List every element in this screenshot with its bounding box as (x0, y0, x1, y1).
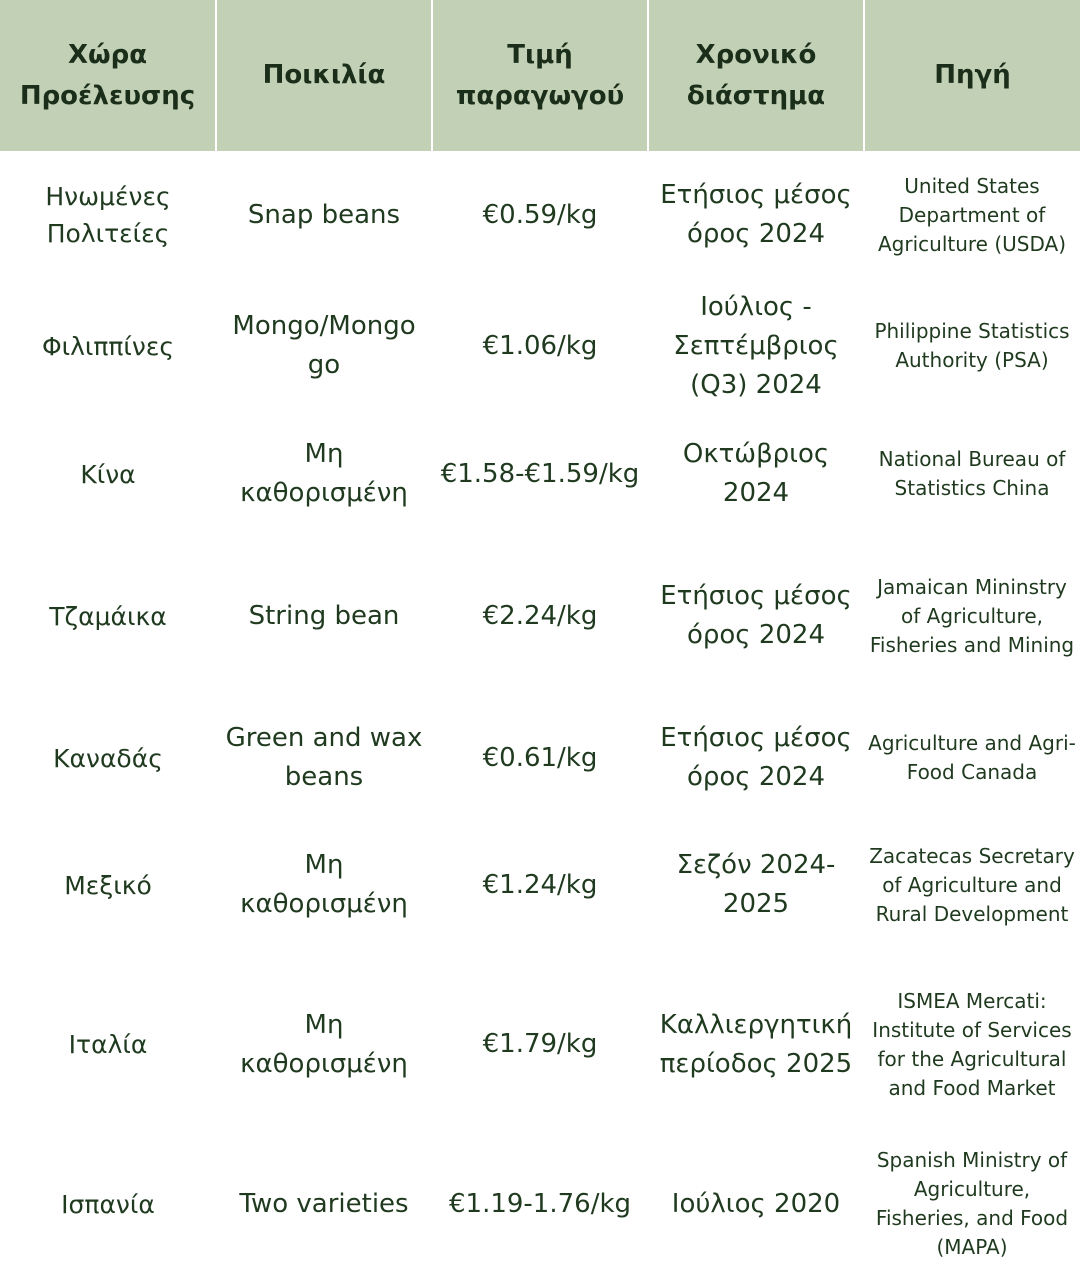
table-row (0, 1136, 1080, 1272)
table-row (0, 953, 1080, 1136)
header-variety: Ποικιλία (216, 0, 432, 152)
cell-period: Σεζόν 2024-2025 (676, 850, 836, 919)
cell-variety: Green and wax beans (225, 723, 423, 792)
cell-source: Spanish Ministry of Agriculture, Fisheries, and Food (MAPA) (875, 1148, 1069, 1259)
header-country: Χώρα Προέλευσης (0, 0, 216, 152)
cell-price: €0.61/kg (482, 742, 598, 773)
cell-period: Καλλιεργητική περίοδος 2025 (659, 1009, 853, 1079)
header-price: Τιμή παραγωγού (432, 0, 648, 152)
cell-source: United States Department of Agriculture (USDA) (877, 173, 1067, 256)
cell-price: €1.79/kg (482, 1029, 598, 1059)
cell-country: Καναδάς (53, 743, 163, 773)
cell-variety: Μη καθορισμένη (240, 1009, 408, 1079)
cell-source: Philippine Statistics Authority (PSA) (874, 319, 1070, 372)
table-header (0, 0, 1080, 152)
cell-period: Ιούλιος 2020 (671, 1188, 841, 1219)
cell-country: Ιταλία (68, 1030, 148, 1059)
cell-country: Τζαμάικα (49, 601, 167, 631)
table-row (0, 152, 1080, 277)
cell-period: Οκτώβριος 2024 (682, 439, 830, 508)
cell-country: Μεξικό (64, 870, 152, 900)
cell-country: Κίνα (80, 459, 136, 489)
header-period: Χρονικό διάστημα (648, 0, 864, 152)
cell-price: €1.24/kg (482, 869, 598, 900)
cell-country: Ισπανία (61, 1189, 155, 1219)
table-row (0, 277, 1080, 415)
cell-variety: String bean (248, 600, 400, 631)
cell-price: €1.06/kg (482, 330, 598, 361)
cell-period: Ιούλιος - Σεπτέμβριος (Q3) 2024 (673, 291, 839, 400)
cell-variety: Snap beans (247, 199, 401, 230)
cell-variety: Μη καθορισμένη (240, 850, 408, 919)
cell-period: Ετήσιος μέσος όρος 2024 (660, 581, 852, 650)
header-source: Πηγή (864, 0, 1080, 152)
cell-period: Ετήσιος μέσος όρος 2024 (660, 180, 852, 249)
cell-source: Jamaican Mininstry of Agriculture, Fisheries and Mining (869, 574, 1075, 657)
cell-source: National Bureau of Statistics China (878, 447, 1066, 500)
table-row (0, 817, 1080, 953)
cell-country: Ηνωμένες Πολιτείες (45, 182, 171, 248)
cell-price: €1.19-1.76/kg (448, 1188, 632, 1219)
table-row (0, 415, 1080, 533)
cell-source: Agriculture and Agri-Food Canada (868, 731, 1076, 784)
cell-country: Φιλιππίνες (41, 331, 175, 361)
cell-period: Ετήσιος μέσος όρος 2024 (660, 723, 852, 792)
cell-variety: Two varieties (239, 1188, 409, 1219)
table-row (0, 533, 1080, 699)
table-row (0, 699, 1080, 817)
cell-price: €1.58-€1.59/kg (440, 458, 640, 489)
cell-variety: Μη καθορισμένη (240, 439, 408, 508)
cell-source: ISMEA Mercati: Institute of Services for the Agricultural and Food Market (872, 988, 1072, 1100)
cell-price: €0.59/kg (482, 199, 598, 230)
cell-price: €2.24/kg (482, 600, 598, 631)
cell-variety: Mongo/Mongo go (232, 311, 416, 380)
cell-source: Zacatecas Secretary of Agriculture and Rural Development (869, 843, 1075, 926)
